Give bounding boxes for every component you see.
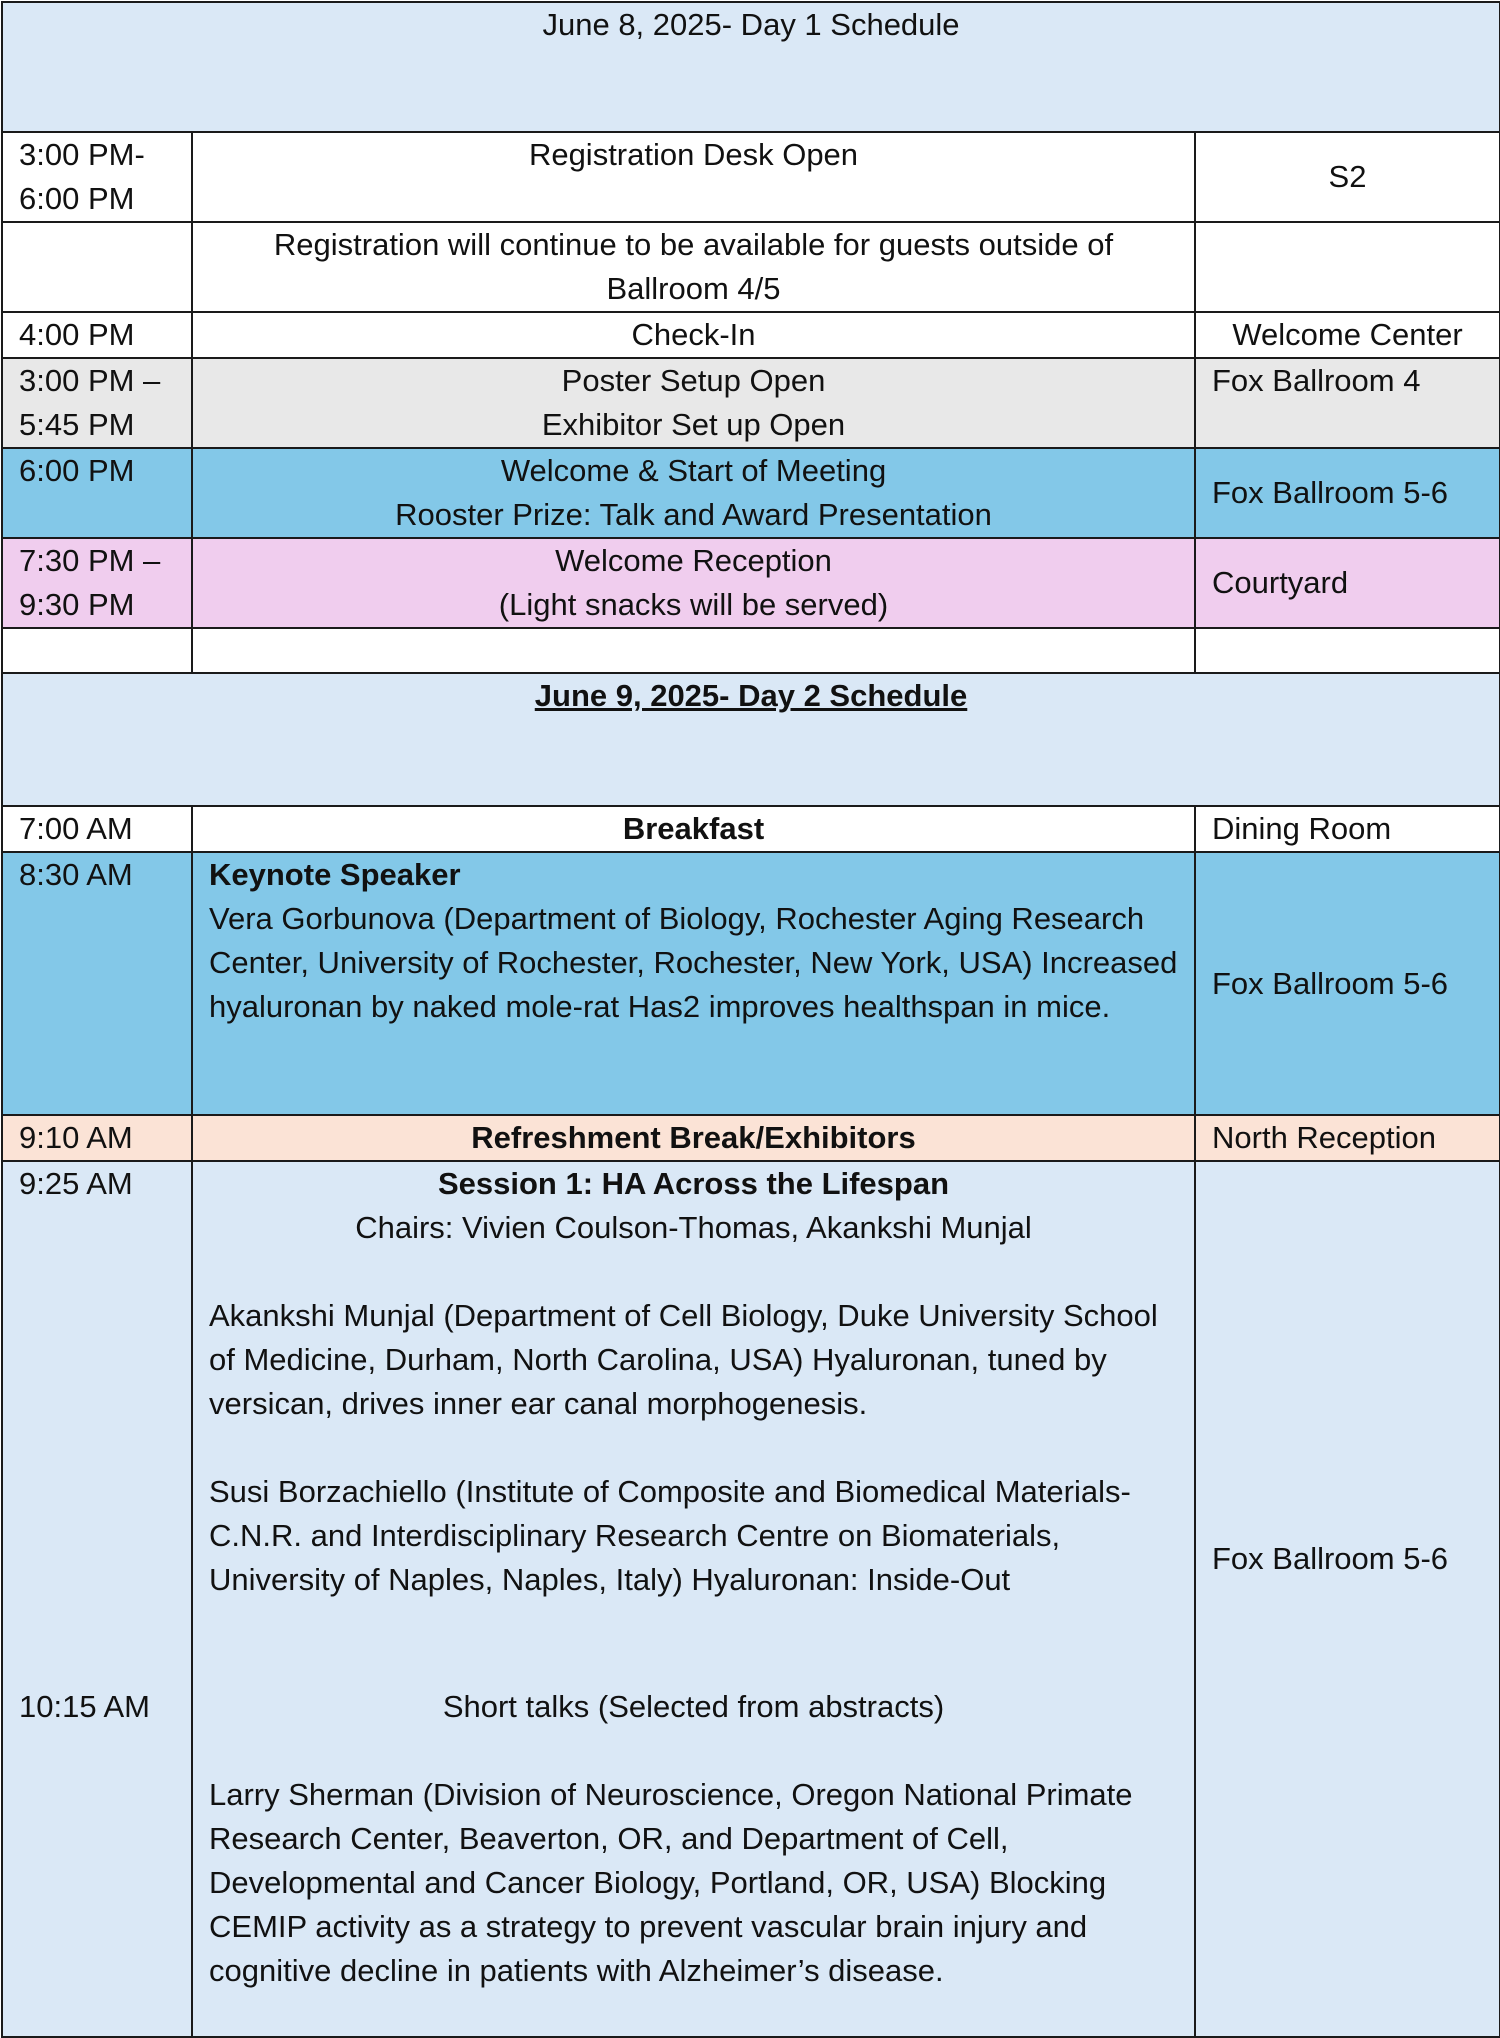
row-event <box>192 1685 1195 2037</box>
row-room: Fox Ballroom 4 <box>1195 358 1500 448</box>
row-room: Dining Room <box>1195 806 1500 852</box>
row-event <box>192 1161 1195 1685</box>
event-line: Poster Setup Open <box>561 363 826 398</box>
table-row <box>2 312 1500 358</box>
row-event <box>192 448 1195 538</box>
schedule-table <box>1 1 1500 2038</box>
table-row <box>2 852 1500 1115</box>
row-event: Refreshment Break/Exhibitors <box>192 1115 1195 1161</box>
row-time: 9:10 AM <box>2 1115 192 1161</box>
row-room: Fox Ballroom 5-6 <box>1195 852 1500 1115</box>
session-chairs: Chairs: Vivien Coulson-Thomas, Akankshi Munjal <box>355 1210 1032 1245</box>
row-time: 8:30 AM <box>2 852 192 1115</box>
row-room: Welcome Center <box>1195 312 1500 358</box>
row-time <box>2 222 192 312</box>
row-room <box>1195 222 1500 312</box>
row-time: 9:25 AM <box>2 1161 192 1685</box>
row-event <box>192 538 1195 628</box>
row-event: Check-In <box>192 312 1195 358</box>
row-event: Registration will continue to be available for guests outside of Ballroom 4/5 <box>192 222 1195 312</box>
row-room: Fox Ballroom 5-6 <box>1195 1161 1500 2037</box>
day1-title: June 8, 2025- Day 1 Schedule <box>2 2 1500 132</box>
day1-header-row <box>2 2 1500 132</box>
row-event: Breakfast <box>192 806 1195 852</box>
row-time: 3:00 PM – 5:45 PM <box>2 358 192 448</box>
row-event: Registration Desk Open <box>192 132 1195 222</box>
talk-entry: Susi Borzachiello (Institute of Composite and Biomedical Materials-C.N.R. and Interdisciplinary Research Centre on Biomaterials, University of Naples, Naples, Italy) Hyaluronan: Inside-Out <box>209 1474 1131 1597</box>
row-event <box>192 358 1195 448</box>
table-row <box>2 1115 1500 1161</box>
event-line: Welcome & Start of Meeting <box>500 453 887 488</box>
day2-header-row <box>2 673 1500 806</box>
row-time: 7:30 PM – 9:30 PM <box>2 538 192 628</box>
keynote-heading: Keynote Speaker <box>209 857 461 892</box>
row-time: 6:00 PM <box>2 448 192 538</box>
keynote-text: Vera Gorbunova (Department of Biology, Rochester Aging Research Center, University of Rochester, Rochester, New York, USA) Increased hyaluronan by naked mole-rat Has2 improves healthspan in mice. <box>209 901 1178 1024</box>
event-line: Exhibitor Set up Open <box>541 407 846 442</box>
row-room: North Reception <box>1195 1115 1500 1161</box>
empty-row <box>2 628 1500 673</box>
row-room: Courtyard <box>1195 538 1500 628</box>
event-line: Welcome Reception <box>555 543 832 578</box>
table-row <box>2 132 1500 222</box>
talk-entry: Akankshi Munjal (Department of Cell Biology, Duke University School of Medicine, Durham, North Carolina, USA) Hyaluronan, tuned by versican, drives inner ear canal morphogenesis. <box>209 1298 1158 1421</box>
row-time: 7:00 AM <box>2 806 192 852</box>
table-row <box>2 806 1500 852</box>
row-time: 3:00 PM- 6:00 PM <box>2 132 192 222</box>
row-time: 10:15 AM <box>2 1685 192 2037</box>
table-row <box>2 1161 1500 1685</box>
row-room: S2 <box>1195 132 1500 222</box>
row-room: Fox Ballroom 5-6 <box>1195 448 1500 538</box>
event-line: Rooster Prize: Talk and Award Presentation <box>395 497 992 532</box>
table-row <box>2 358 1500 448</box>
row-time: 4:00 PM <box>2 312 192 358</box>
talk-entry: Larry Sherman (Division of Neuroscience, Oregon National Primate Research Center, Beaverton, OR, and Department of Cell, Developmental and Cancer Biology, Portland, OR, USA) Blocking CEMIP activity as a strategy to prevent vascular brain injury and cognitive decline in patients with Alzheimer’s disease. <box>209 1777 1133 1988</box>
event-line: (Light snacks will be served) <box>498 587 889 622</box>
row-event <box>192 852 1195 1115</box>
table-row <box>2 538 1500 628</box>
session-heading: Session 1: HA Across the Lifespan <box>437 1166 950 1201</box>
table-row <box>2 448 1500 538</box>
table-row <box>2 222 1500 312</box>
day2-title: June 9, 2025- Day 2 Schedule <box>534 678 968 713</box>
short-talks-heading: Short talks (Selected from abstracts) <box>442 1689 945 1724</box>
